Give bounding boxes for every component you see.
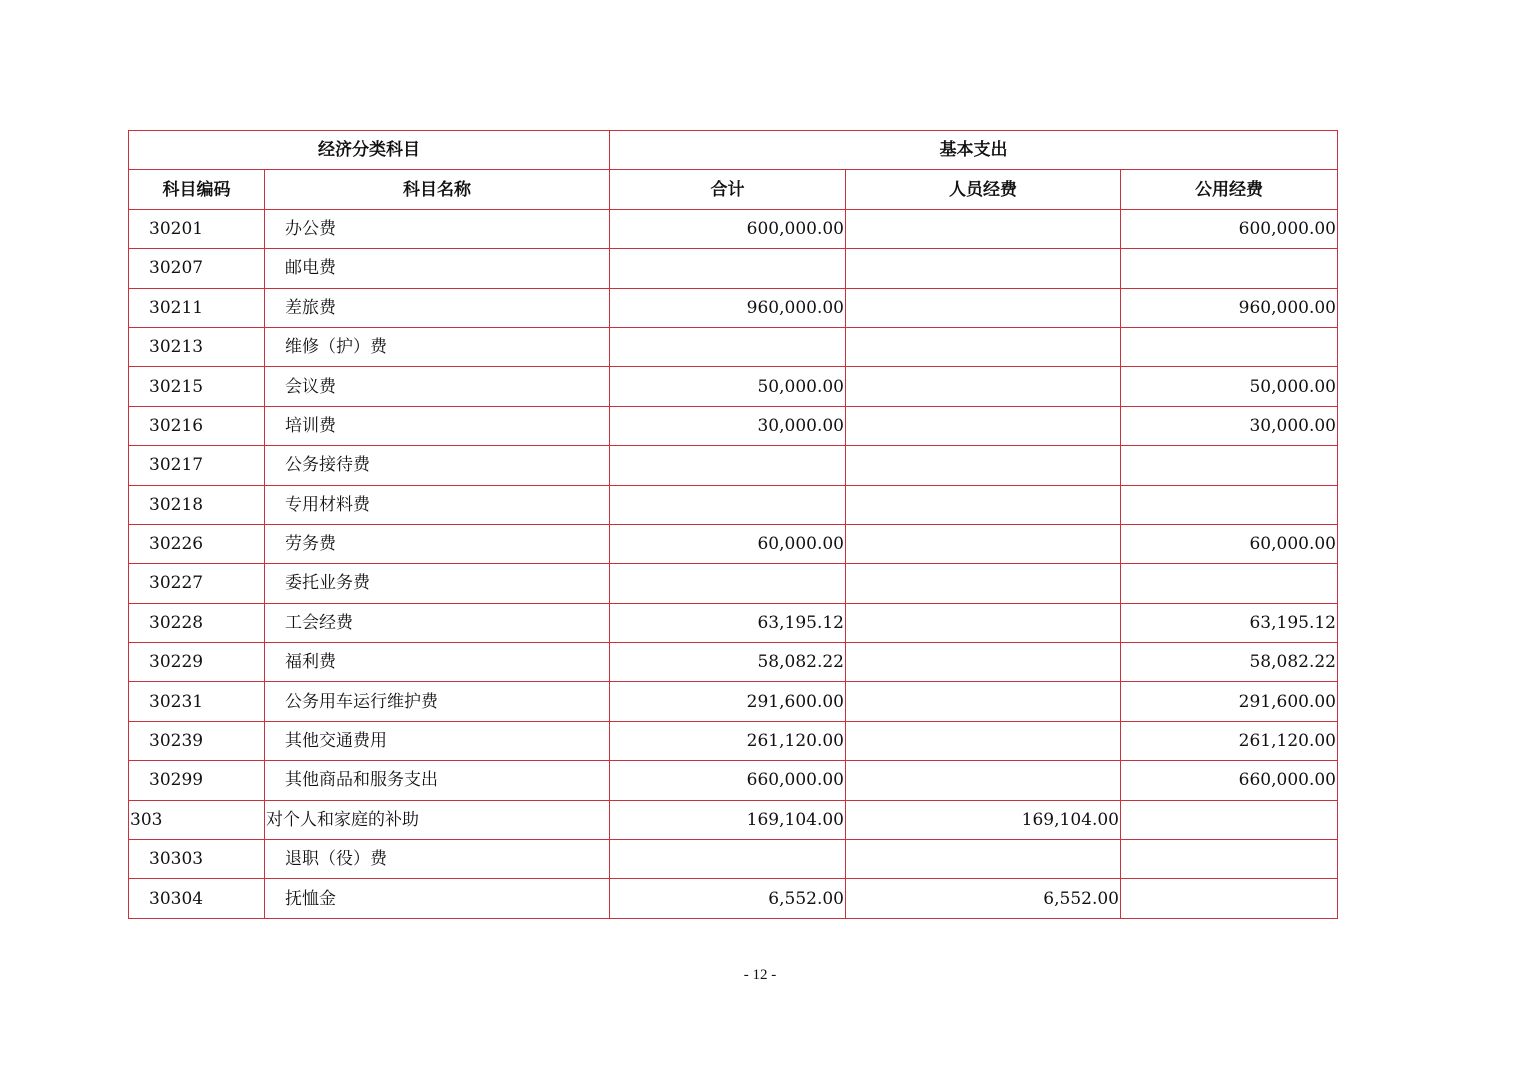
group-header-row (129, 131, 1338, 170)
row-total-cell: 261,120.00 (610, 721, 846, 760)
row-personnel-cell: 6,552.00 (846, 879, 1121, 918)
row-name-cell: 维修（护）费 (265, 327, 610, 366)
table-row (129, 603, 1338, 642)
row-total-cell: 169,104.00 (610, 800, 846, 839)
row-name-cell: 差旅费 (265, 288, 610, 327)
row-personnel-cell (846, 327, 1121, 366)
table-row (129, 446, 1338, 485)
row-total-cell (610, 446, 846, 485)
table-row (129, 879, 1338, 918)
row-personnel-cell (846, 603, 1121, 642)
row-total-cell: 50,000.00 (610, 367, 846, 406)
row-total-cell: 291,600.00 (610, 682, 846, 721)
row-total-cell: 660,000.00 (610, 761, 846, 800)
row-code-cell: 30218 (129, 485, 265, 524)
row-code-cell: 30228 (129, 603, 265, 642)
row-code-cell: 30304 (129, 879, 265, 918)
row-personnel-cell: 169,104.00 (846, 800, 1121, 839)
row-code-cell: 30213 (129, 327, 265, 366)
row-public-cell: 261,120.00 (1121, 721, 1338, 760)
page-number: - 12 - (743, 967, 777, 983)
row-code-cell: 30239 (129, 721, 265, 760)
row-personnel-cell (846, 643, 1121, 682)
row-personnel-cell (846, 761, 1121, 800)
row-code-cell: 30229 (129, 643, 265, 682)
row-code-cell: 30207 (129, 249, 265, 288)
row-name-cell: 工会经费 (265, 603, 610, 642)
row-public-cell: 600,000.00 (1121, 209, 1338, 248)
table-body (129, 209, 1338, 918)
row-name-cell: 福利费 (265, 643, 610, 682)
row-total-cell (610, 327, 846, 366)
name-column-header: 科目名称 (265, 170, 610, 209)
row-total-cell: 30,000.00 (610, 406, 846, 445)
table-row (129, 209, 1338, 248)
row-name-cell: 邮电费 (265, 249, 610, 288)
row-code-cell: 30303 (129, 840, 265, 879)
row-total-cell: 63,195.12 (610, 603, 846, 642)
table-row (129, 406, 1338, 445)
row-code-cell: 303 (129, 800, 265, 839)
row-public-cell: 291,600.00 (1121, 682, 1338, 721)
row-personnel-cell (846, 524, 1121, 563)
table-row (129, 761, 1338, 800)
row-code-cell: 30211 (129, 288, 265, 327)
public-column-header: 公用经费 (1121, 170, 1338, 209)
row-personnel-cell (846, 446, 1121, 485)
row-total-cell: 600,000.00 (610, 209, 846, 248)
basic-expenditure-header: 基本支出 (610, 131, 1338, 170)
table-header (129, 131, 1338, 210)
table-row (129, 643, 1338, 682)
row-public-cell (1121, 327, 1338, 366)
row-public-cell (1121, 840, 1338, 879)
row-code-cell: 30216 (129, 406, 265, 445)
row-public-cell (1121, 564, 1338, 603)
column-header-row (129, 170, 1338, 209)
budget-table (128, 130, 1338, 919)
row-name-cell: 会议费 (265, 367, 610, 406)
row-public-cell: 30,000.00 (1121, 406, 1338, 445)
row-name-cell: 专用材料费 (265, 485, 610, 524)
row-name-cell: 退职（役）费 (265, 840, 610, 879)
row-code-cell: 30231 (129, 682, 265, 721)
row-code-cell: 30227 (129, 564, 265, 603)
row-total-cell: 58,082.22 (610, 643, 846, 682)
code-column-header: 科目编码 (129, 170, 265, 209)
row-code-cell: 30299 (129, 761, 265, 800)
row-name-cell: 委托业务费 (265, 564, 610, 603)
table-row (129, 800, 1338, 839)
table-row (129, 564, 1338, 603)
row-name-cell: 其他商品和服务支出 (265, 761, 610, 800)
personnel-column-header: 人员经费 (846, 170, 1121, 209)
row-public-cell: 960,000.00 (1121, 288, 1338, 327)
row-name-cell: 公务用车运行维护费 (265, 682, 610, 721)
row-public-cell: 50,000.00 (1121, 367, 1338, 406)
row-personnel-cell (846, 682, 1121, 721)
table-row (129, 721, 1338, 760)
table-row (129, 288, 1338, 327)
row-total-cell: 6,552.00 (610, 879, 846, 918)
row-public-cell: 58,082.22 (1121, 643, 1338, 682)
row-total-cell (610, 840, 846, 879)
row-code-cell: 30201 (129, 209, 265, 248)
row-public-cell (1121, 249, 1338, 288)
row-personnel-cell (846, 249, 1121, 288)
row-personnel-cell (846, 406, 1121, 445)
table-row (129, 524, 1338, 563)
row-personnel-cell (846, 840, 1121, 879)
row-personnel-cell (846, 209, 1121, 248)
table-row (129, 327, 1338, 366)
row-public-cell: 60,000.00 (1121, 524, 1338, 563)
econ-category-header: 经济分类科目 (129, 131, 610, 170)
row-public-cell (1121, 879, 1338, 918)
row-name-cell: 培训费 (265, 406, 610, 445)
row-name-cell: 其他交通费用 (265, 721, 610, 760)
row-name-cell: 劳务费 (265, 524, 610, 563)
row-personnel-cell (846, 564, 1121, 603)
table-row (129, 367, 1338, 406)
row-code-cell: 30215 (129, 367, 265, 406)
row-public-cell (1121, 485, 1338, 524)
total-column-header: 合计 (610, 170, 846, 209)
row-total-cell (610, 485, 846, 524)
row-public-cell (1121, 800, 1338, 839)
table-row (129, 682, 1338, 721)
row-total-cell (610, 249, 846, 288)
row-personnel-cell (846, 485, 1121, 524)
row-name-cell: 对个人和家庭的补助 (265, 800, 610, 839)
row-personnel-cell (846, 721, 1121, 760)
row-name-cell: 办公费 (265, 209, 610, 248)
table-row (129, 840, 1338, 879)
budget-table-sheet (128, 130, 1337, 919)
row-total-cell: 60,000.00 (610, 524, 846, 563)
table-row (129, 485, 1338, 524)
row-personnel-cell (846, 367, 1121, 406)
row-name-cell: 公务接待费 (265, 446, 610, 485)
row-public-cell: 63,195.12 (1121, 603, 1338, 642)
row-public-cell: 660,000.00 (1121, 761, 1338, 800)
row-name-cell: 抚恤金 (265, 879, 610, 918)
row-code-cell: 30217 (129, 446, 265, 485)
row-total-cell (610, 564, 846, 603)
row-total-cell: 960,000.00 (610, 288, 846, 327)
row-code-cell: 30226 (129, 524, 265, 563)
row-public-cell (1121, 446, 1338, 485)
table-row (129, 249, 1338, 288)
row-personnel-cell (846, 288, 1121, 327)
